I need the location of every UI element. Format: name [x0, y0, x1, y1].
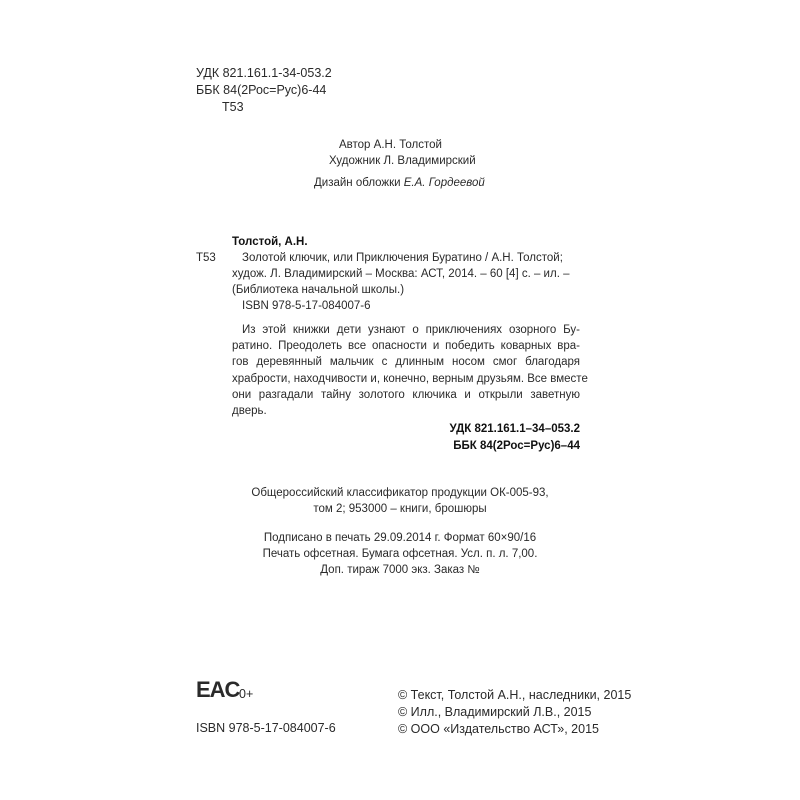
footer-isbn: ISBN 978-5-17-084007-6 — [196, 721, 336, 735]
print-info-line: Доп. тираж 7000 экз. Заказ № — [320, 564, 480, 576]
copyright-line: © Текст, Толстой А.Н., наследники, 2015 — [398, 688, 632, 702]
cover-design-credit — [314, 175, 485, 191]
catalog-desc-line: худож. Л. Владимирский – Москва: АСТ, 2014. – 60 [4] с. – ил. – — [232, 268, 570, 280]
annotation-line: Из этой книжки дети узнают о приключениях озорного Бу- — [242, 324, 580, 336]
print-info-line: Печать офсетная. Бумага офсетная. Усл. п. л. 7,00. — [262, 548, 538, 560]
eac-mark-icon: EAC — [196, 677, 240, 702]
catalog-udk: УДК 821.161.1–34–053.2 — [449, 423, 580, 435]
bbk-code-top: ББК 84(2Рос=Рус)6-44 — [196, 83, 327, 97]
annotation-line: дверь. — [232, 405, 267, 418]
copyright-line: © Илл., Владимирский Л.В., 2015 — [398, 705, 592, 719]
catalog-mark: Т53 — [196, 252, 216, 264]
catalog-bbk: ББК 84(2Рос=Рус)6–44 — [453, 440, 580, 452]
annotation-line: ратино. Преодолеть все опасности и победить коварных вра- — [232, 340, 580, 353]
udk-code-top: УДК 821.161.1-34-053.2 — [196, 66, 332, 80]
copyright-line: © ООО «Издательство АСТ», 2015 — [398, 722, 599, 736]
print-info-line: Подписано в печать 29.09.2014 г. Формат 60×90/16 — [263, 532, 537, 544]
catalog-isbn: ISBN 978-5-17-084007-6 — [242, 300, 371, 312]
age-rating: 0+ — [239, 687, 254, 701]
catalog-annotation — [232, 322, 588, 419]
classifier-line: Общероссийский классификатор продукции ОК-005-93, — [251, 487, 549, 499]
classifier-line: том 2; 953000 – книги, брошюры — [313, 503, 487, 515]
author-mark-top: Т53 — [222, 100, 244, 114]
catalog-heading: Толстой, А.Н. — [232, 236, 308, 248]
cover-designer-name: Е.А. Гордеевой — [403, 177, 485, 189]
annotation-line: гов деревянный мальчик с длинным носом смог благодаря — [232, 356, 580, 369]
catalog-desc-line: (Библиотека начальной школы.) — [232, 284, 405, 296]
cover-design-prefix: Дизайн обложки — [314, 177, 404, 189]
annotation-line: храбрости, находчивости и, конечно, верным друзьям. Все вместе — [232, 372, 588, 385]
author-credit: Автор А.Н. Толстой — [339, 139, 442, 151]
annotation-line: они разгадали тайну золотого ключика и открыли заветную — [232, 388, 580, 401]
illustrator-credit: Художник Л. Владимирский — [329, 155, 476, 167]
catalog-desc-line: Золотой ключик, или Приключения Буратино / А.Н. Толстой; — [242, 252, 563, 264]
